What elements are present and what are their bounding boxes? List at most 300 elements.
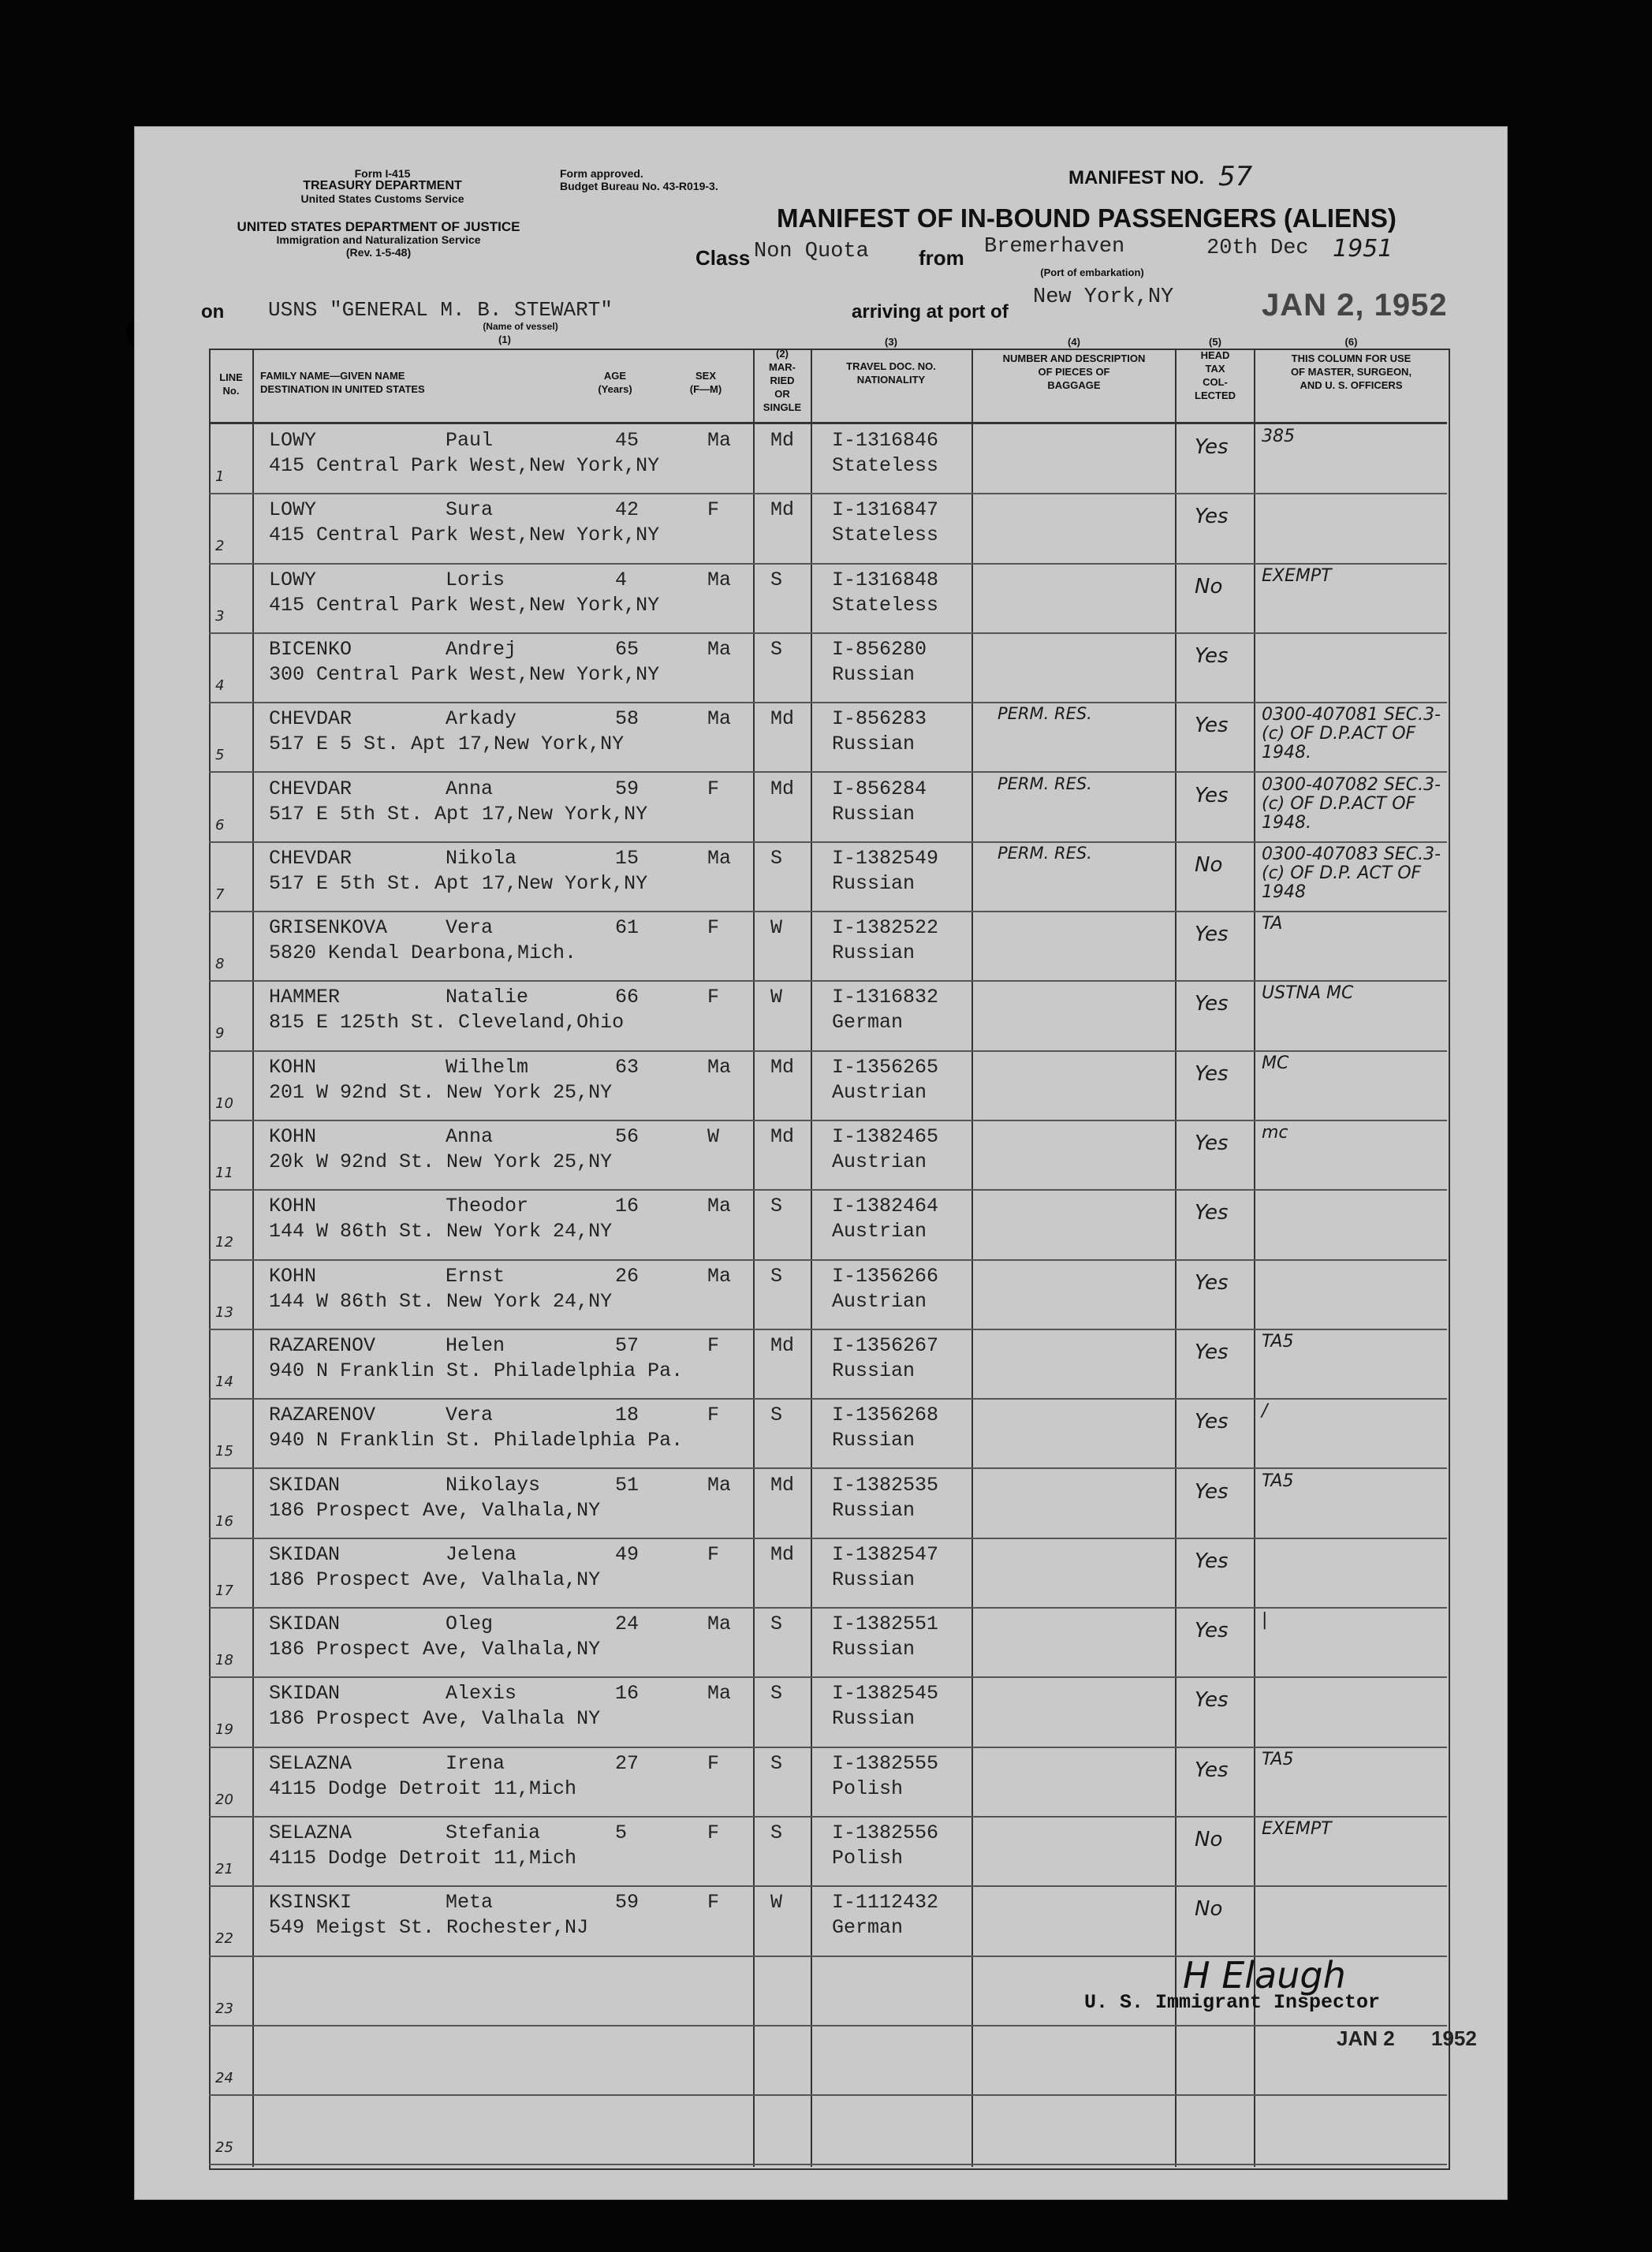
nationality: Austrian [832,1220,927,1243]
nationality: Russian [832,802,915,826]
marital-status: S [770,1751,783,1775]
head-tax: No [1195,1828,1223,1851]
head-tax: No [1195,574,1223,598]
age: 58 [615,707,640,731]
sex: Ma [707,1264,732,1288]
approval-block [560,167,765,192]
family-name: CHEVDAR [269,707,352,731]
table-row [209,1817,1447,1886]
line-number: 7 [215,886,225,903]
head-tax: Yes [1195,1619,1229,1643]
table-row [209,1538,1447,1608]
manifest-no-value: 57 [1218,161,1253,192]
line-number: 8 [215,956,225,973]
marital-status: Md [770,1125,795,1148]
given-name: Andrej [446,637,517,661]
age: 59 [615,1891,640,1915]
marital-status: Md [770,1055,795,1079]
marital-status: S [770,1404,783,1427]
officer-remarks: USTNA MC [1262,983,1354,1004]
age: 63 [615,1055,640,1079]
given-name: Meta [446,1891,494,1915]
family-name: SKIDAN [269,1613,341,1636]
line-number: 17 [215,1582,233,1599]
nationality: Russian [832,1568,915,1591]
head-tax: Yes [1195,783,1229,807]
line-number: 21 [215,1861,233,1877]
line-number: 16 [215,1512,233,1530]
family-name: KOHN [269,1264,317,1288]
nationality: Stateless [832,593,939,617]
sex: F [707,1542,720,1566]
address: 144 W 86th St. New York 24,NY [269,1220,613,1243]
nationality: Russian [832,871,915,895]
sex: Ma [707,707,732,731]
travel-doc-no: I-1382549 [832,846,939,870]
sex: Ma [707,1613,732,1636]
age: 5 [615,1821,628,1844]
nationality: Russian [832,1498,915,1522]
line-number: 20 [215,1791,233,1808]
officer-remarks: TA5 [1262,1749,1294,1769]
age: 51 [615,1473,640,1497]
nationality: Stateless [832,454,939,477]
port-value: New York,NY [1033,285,1174,309]
address: 186 Prospect Ave, Valhala,NY [269,1568,601,1591]
head-tax: No [1195,1897,1223,1922]
table-row [209,1329,1447,1399]
sex: F [707,916,720,940]
sex: Ma [707,637,732,661]
revision-label: (Rev. 1-5-48) [345,246,412,259]
col-baggage: (4) NUMBER AND DESCRIPTION OF PIECES OF BAGGAGE [1002,336,1146,391]
marital-status: S [770,1682,783,1706]
age: 16 [615,1195,640,1218]
form-approved-label: Form approved. [560,167,643,180]
travel-doc-no: I-1112432 [832,1891,939,1915]
table-row [209,842,1447,912]
line-number: 11 [215,1165,233,1181]
head-tax: Yes [1195,1758,1229,1782]
table-row [209,981,1447,1050]
col-married: (2) MAR- RIED OR SINGLE [763,348,802,413]
sex: F [707,986,720,1009]
head-tax: Yes [1195,435,1229,459]
travel-doc-no: I-1316832 [832,986,939,1009]
travel-doc-no: I-1356267 [832,1333,939,1357]
travel-doc-no: I-856280 [832,637,927,661]
row-separator [209,2164,1447,2165]
nationality: Austrian [832,1289,927,1313]
nationality: Russian [832,941,915,965]
given-name: Loris [446,568,505,591]
travel-doc-no: I-1382464 [832,1195,939,1218]
nationality: Austrian [832,1080,927,1104]
family-name: KOHN [269,1125,317,1148]
head-tax: Yes [1195,1688,1229,1713]
line-number: 15 [215,1443,233,1460]
vessel-value: USNS "GENERAL M. B. STEWART" [268,298,613,322]
table-row [209,1120,1447,1190]
given-name: Jelena [446,1542,517,1566]
address: 415 Central Park West,New York,NY [269,454,660,477]
travel-doc-no: I-1382522 [832,916,939,940]
sex: Ma [707,429,732,452]
officer-remarks: 0300-407081 SEC.3-(c) OF D.P.ACT OF 1948. [1262,705,1441,763]
given-name: Natalie [446,986,529,1009]
travel-doc-no: I-856284 [832,777,927,800]
travel-doc-no: I-1382545 [832,1682,939,1706]
address: 549 Meigst St. Rochester,NJ [269,1916,589,1940]
marital-status: Md [770,429,795,452]
table-row [209,1399,1447,1468]
marital-status: S [770,568,783,591]
officer-remarks: 385 [1262,427,1295,446]
age: 61 [615,916,640,940]
customs-label: United States Customs Service [300,192,464,205]
sex: F [707,1821,720,1844]
age: 42 [615,498,640,522]
address: 186 Prospect Ave, Valhala NY [269,1707,601,1731]
nationality: German [832,1916,904,1940]
given-name: Nikolays [446,1473,541,1497]
family-name: CHEVDAR [269,777,352,800]
page-title: MANIFEST OF IN-BOUND PASSENGERS (ALIENS) [777,203,1397,233]
given-name: Anna [446,1125,494,1148]
address: 4115 Dodge Detroit 11,Mich [269,1847,577,1870]
inspector-signature: H Elaugh [1183,1954,1346,1997]
baggage: PERM. RES. [998,843,1092,863]
table-row [209,1608,1447,1677]
line-number: 23 [215,2000,233,2017]
family-name: SKIDAN [269,1473,341,1497]
officer-remarks: TA5 [1262,1471,1294,1491]
marital-status: Md [770,498,795,522]
age: 66 [615,986,640,1009]
age: 65 [615,637,640,661]
given-name: Stefania [446,1821,541,1844]
sex: F [707,1333,720,1357]
col-age: AGE (Years) [598,370,632,395]
doj-label: UNITED STATES DEPARTMENT OF JUSTICE [237,219,520,234]
table-row [209,1260,1447,1329]
line-number: 3 [215,607,225,625]
nationality: Russian [832,662,915,686]
officer-remarks: / [1262,1401,1268,1422]
family-name: HAMMER [269,986,341,1009]
address: 5820 Kendal Dearbona,Mich. [269,941,577,965]
form-block [280,167,485,205]
line-number: 18 [215,1652,233,1669]
sex: F [707,498,720,522]
head-tax: Yes [1195,1340,1229,1364]
sex: Ma [707,568,732,591]
head-tax: Yes [1195,643,1229,668]
nationality: Polish [832,1777,904,1800]
nationality: Russian [832,1429,915,1452]
line-number: 10 [215,1094,233,1112]
head-tax: Yes [1195,714,1229,738]
head-tax: No [1195,852,1223,877]
marital-status: S [770,1264,783,1288]
address: 201 W 92nd St. New York 25,NY [269,1080,613,1104]
given-name: Vera [446,1404,494,1427]
table-row [209,1190,1447,1259]
class-value: Non Quota [754,240,869,263]
officer-remarks: | [1262,1610,1268,1631]
col-1-marker: (1) [498,334,511,345]
head-tax: Yes [1195,1132,1229,1155]
age: 57 [615,1333,640,1357]
age: 4 [615,568,628,591]
marital-status: Md [770,1473,795,1497]
nationality: Austrian [832,1150,927,1173]
given-name: Paul [446,429,494,452]
age: 15 [615,846,640,870]
stamp-year: 1952 [1431,2026,1477,2050]
nationality: Russian [832,733,915,756]
line-number: 24 [215,2069,233,2086]
travel-doc-no: I-1356268 [832,1404,939,1427]
address: 415 Central Park West,New York,NY [269,593,660,617]
nationality: German [832,1011,904,1035]
address: 815 E 125th St. Cleveland,Ohio [269,1011,625,1035]
age: 27 [615,1751,640,1775]
head-tax: Yes [1195,1410,1229,1434]
table-row [209,1747,1447,1817]
age: 18 [615,1404,640,1427]
head-tax: Yes [1195,1201,1229,1225]
marital-status: W [770,916,783,940]
nationality: Stateless [832,524,939,547]
given-name: Sura [446,498,494,522]
travel-doc-no: I-1316848 [832,568,939,591]
sex: Ma [707,1682,732,1706]
sex: W [707,1125,720,1148]
marital-status: S [770,1613,783,1636]
officer-remarks: 0300-407082 SEC.3-(c) OF D.P.ACT OF 1948. [1262,774,1441,833]
officer-remarks: MC [1262,1053,1289,1073]
line-number: 1 [215,468,225,485]
sex: F [707,1404,720,1427]
embark-note: (Port of embarkation) [1040,267,1144,278]
address: 186 Prospect Ave, Valhala,NY [269,1498,601,1522]
marital-status: Md [770,1333,795,1357]
baggage: PERM. RES. [998,704,1092,724]
officer-remarks: EXEMPT [1262,565,1332,586]
table-row [209,1051,1447,1120]
baggage: PERM. RES. [998,774,1092,793]
given-name: Theodor [446,1195,529,1218]
travel-doc-no: I-1382535 [832,1473,939,1497]
marital-status: W [770,986,783,1009]
travel-doc-no: I-1382547 [832,1542,939,1566]
officer-remarks: mc [1262,1123,1288,1143]
age: 59 [615,777,640,800]
address: 144 W 86th St. New York 24,NY [269,1289,613,1313]
arriving-label: arriving at port of [852,301,1009,323]
travel-doc-no: I-1382465 [832,1125,939,1148]
marital-status: Md [770,707,795,731]
on-label: on [201,301,225,323]
given-name: Wilhelm [446,1055,529,1079]
head-tax: Yes [1195,992,1229,1016]
address: 300 Central Park West,New York,NY [269,662,660,686]
travel-doc-no: I-856283 [832,707,927,731]
nationality: Russian [832,1638,915,1661]
head-tax: Yes [1195,1479,1229,1504]
head-tax: Yes [1195,1061,1229,1086]
address: 940 N Franklin St. Philadelphia Pa. [269,1429,684,1452]
line-number: 9 [215,1025,225,1042]
family-name: RAZARENOV [269,1404,376,1427]
travel-doc-no: I-1316847 [832,498,939,522]
sex: F [707,777,720,800]
budget-bureau-label: Budget Bureau No. 43-R019-3. [560,180,718,192]
line-number: 19 [215,1721,233,1739]
table-row [209,1886,1447,1956]
given-name: Nikola [446,846,517,870]
marital-status: S [770,1195,783,1218]
table-row [209,773,1447,842]
officer-remarks: TA [1262,914,1283,934]
sex: Ma [707,1195,732,1218]
travel-doc-no: I-1382556 [832,1821,939,1844]
family-name: SELAZNA [269,1751,352,1775]
given-name: Anna [446,777,494,800]
officer-remarks: EXEMPT [1262,1819,1332,1839]
head-tax: Yes [1195,923,1229,947]
ins-label: Immigration and Naturalization Service [276,233,481,246]
address: 20k W 92nd St. New York 25,NY [269,1150,613,1173]
col-travel-doc: (3) TRAVEL DOC. NO. NATIONALITY [846,336,936,386]
family-name: CHEVDAR [269,846,352,870]
line-number: 14 [215,1373,233,1390]
date-value: 20th Dec [1206,237,1309,260]
family-name: GRISENKOVA [269,916,388,940]
col-line-no: LINE No. [219,371,243,397]
table-row [209,2026,1447,2095]
family-name: SKIDAN [269,1542,341,1566]
table-row [209,633,1447,703]
address: 517 E 5th St. Apt 17,New York,NY [269,871,648,895]
table-row [209,564,1447,633]
travel-doc-no: I-1382555 [832,1751,939,1775]
table-row [209,703,1447,772]
nationality: Russian [832,1359,915,1382]
form-number: Form I-415 [354,167,411,180]
sex: F [707,1891,720,1915]
address: 517 E 5th St. Apt 17,New York,NY [269,802,648,826]
marital-status: S [770,846,783,870]
family-name: BICENKO [269,637,352,661]
travel-doc-no: I-1316846 [832,429,939,452]
family-name: KOHN [269,1055,317,1079]
year-value: 1951 [1333,235,1393,263]
address: 4115 Dodge Detroit 11,Mich [269,1777,577,1800]
class-label: Class [695,246,751,270]
nationality: Russian [832,1707,915,1731]
given-name: Vera [446,916,494,940]
age: 56 [615,1125,640,1148]
travel-doc-no: I-1356265 [832,1055,939,1079]
head-tax: Yes [1195,1270,1229,1295]
family-name: LOWY [269,498,317,522]
address: 415 Central Park West,New York,NY [269,524,660,547]
family-name: KSINSKI [269,1891,352,1915]
given-name: Alexis [446,1682,517,1706]
given-name: Helen [446,1333,505,1357]
given-name: Oleg [446,1613,494,1636]
family-name: KOHN [269,1195,317,1218]
family-name: SKIDAN [269,1682,341,1706]
travel-doc-no: I-1382551 [832,1613,939,1636]
marital-status: Md [770,1542,795,1566]
family-name: SELAZNA [269,1821,352,1844]
marital-status: Md [770,777,795,800]
from-label: from [919,246,964,270]
age: 49 [615,1542,640,1566]
line-number: 5 [215,747,225,764]
vessel-note: (Name of vessel) [483,321,558,332]
line-number: 12 [215,1234,233,1251]
given-name: Irena [446,1751,505,1775]
table-row [209,2095,1447,2164]
col-sex: SEX (F—M) [689,370,722,395]
nationality: Polish [832,1847,904,1870]
table-row [209,1677,1447,1747]
officer-remarks: 0300-407083 SEC.3-(c) OF D.P. ACT OF 1948 [1262,844,1441,902]
family-name: LOWY [269,429,317,452]
line-number: 22 [215,1930,233,1948]
table-row [209,1469,1447,1538]
head-tax: Yes [1195,505,1229,529]
head-tax: Yes [1195,1549,1229,1573]
sex: Ma [707,846,732,870]
line-number: 25 [215,2139,233,2157]
sex: F [707,1751,720,1775]
marital-status: S [770,637,783,661]
treasury-label: TREASURY DEPARTMENT [303,179,462,192]
table-row [209,494,1447,563]
line-number: 6 [215,816,225,833]
stamp-date: JAN 2 [1337,2026,1395,2050]
sex: Ma [707,1473,732,1497]
sex: Ma [707,1055,732,1079]
col-name-destination: FAMILY NAME—GIVEN NAME DESTINATION IN UNITED STATES [260,370,425,395]
age: 26 [615,1264,640,1288]
arrival-date-stamp: JAN 2, 1952 [1262,288,1448,323]
line-number: 2 [215,538,225,555]
address: 517 E 5 St. Apt 17,New York,NY [269,733,625,756]
address: 186 Prospect Ave, Valhala,NY [269,1638,601,1661]
line-number: 4 [215,677,225,694]
doj-block [197,221,560,259]
marital-status: S [770,1821,783,1844]
from-value: Bremerhaven [984,235,1125,259]
table-row [209,424,1447,494]
travel-doc-no: I-1356266 [832,1264,939,1288]
officer-remarks: TA5 [1262,1331,1294,1352]
address: 940 N Franklin St. Philadelphia Pa. [269,1359,684,1382]
col-officers: (6) THIS COLUMN FOR USE OF MASTER, SURGEON, AND U. S. OFFICERS [1290,336,1412,391]
inspector-title: U. S. Immigrant Inspector [1084,1991,1381,2014]
age: 16 [615,1682,640,1706]
line-number: 13 [215,1303,233,1321]
age: 24 [615,1613,640,1636]
manifest-no-label: MANIFEST NO. [1068,167,1204,188]
given-name: Ernst [446,1264,505,1288]
